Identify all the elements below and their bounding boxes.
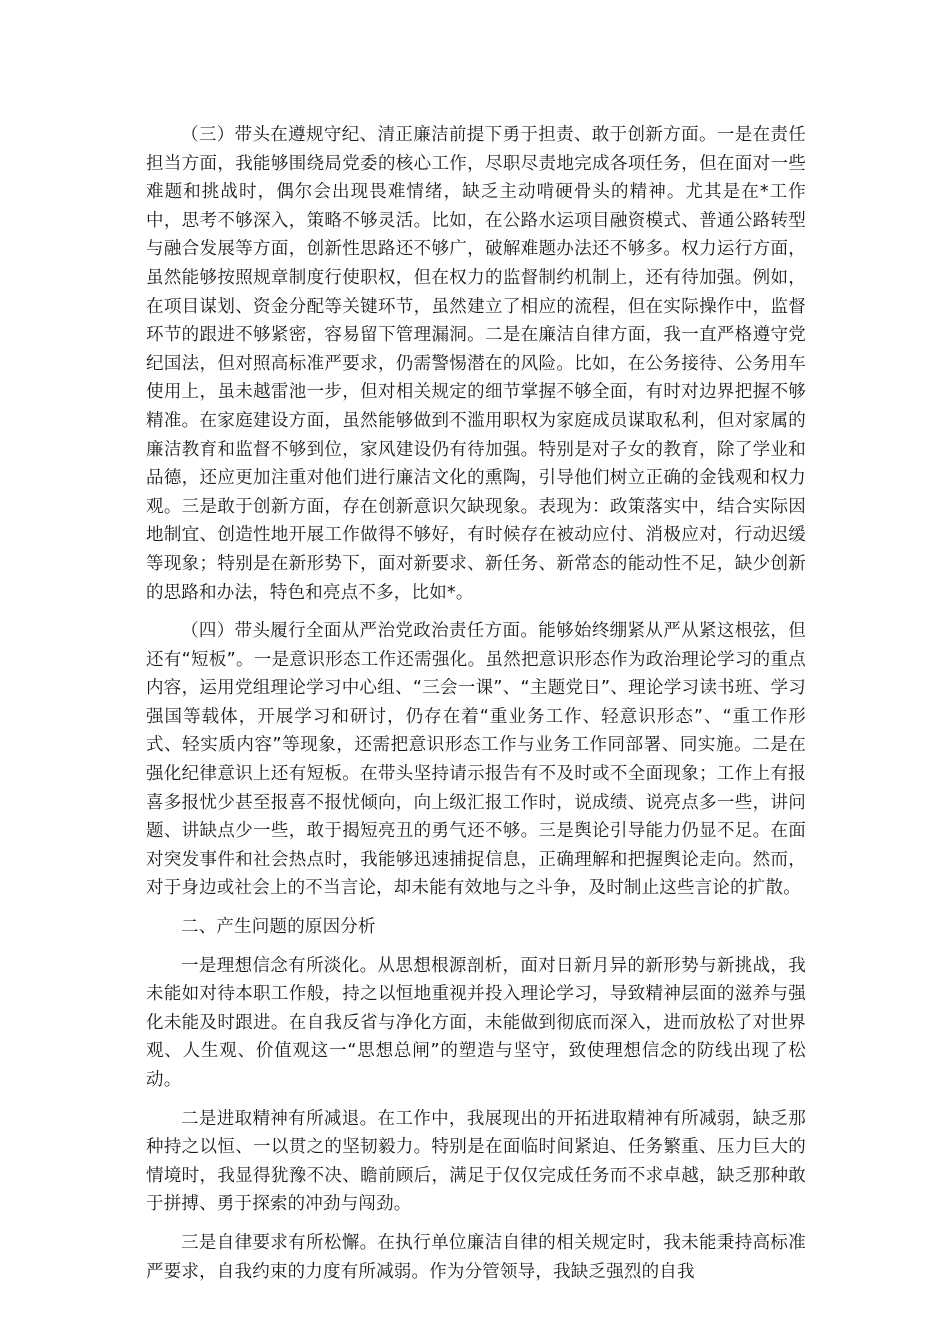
document-page <box>146 121 806 1296</box>
paragraph-section-three: （三）带头在遵规守纪、清正廉洁前提下勇于担责、敢于创新方面。一是在责任担当方面，我能够围绕局党委的核心工作，尽职尽责地完成各项任务，但在面对一些难题和挑战时，偶尔会出现畏难情绪，缺乏主动啃硬骨头的精神。尤其是在*工作中，思考不够深入，策略不够灵活。比如，在公路水运项目融资模式、普通公路转型与融合发展等方面，创新性思路还不够广，破解难题办法还不够多。权力运行方面，虽然能够按照规章制度行使职权，但在权力的监督制约机制上，还有待加强。例如，在项目谋划、资金分配等关键环节，虽然建立了相应的流程，但在实际操作中，监督环节的跟进不够紧密，容易留下管理漏洞。二是在廉洁自律方面，我一直严格遵守党纪国法，但对照高标准严要求，仍需警惕潜在的风险。比如，在公务接待、公务用车使用上，虽未越雷池一步，但对相关规定的细节掌握不够全面，有时对边界把握不够精准。在家庭建设方面，虽然能够做到不滥用职权为家庭成员谋取私利，但对家属的廉洁教育和监督不够到位，家风建设仍有待加强。特别是对子女的教育，除了学业和品德，还应更加注重对他们进行廉洁文化的熏陶，引导他们树立正确的金钱观和权力观。三是敢于创新方面，存在创新意识欠缺现象。表现为：政策落实中，结合实际因地制宜、创造性地开展工作做得不够好，有时候存在被动应付、消极应对，行动迟缓等现象；特别是在新形势下，面对新要求、新任务、新常态的能动性不足，缺少创新的思路和办法，特色和亮点不多，比如*。 <box>146 125 806 603</box>
section-heading-causes: 二、产生问题的原因分析 <box>181 917 376 938</box>
paragraph-cause-three: 三是自律要求有所松懈。在执行单位廉洁自律的相关规定时，我未能秉持高标准严要求，自我约束的力度有所减弱。作为分管领导，我缺乏强烈的自我 <box>146 1232 806 1282</box>
paragraph-section-four: （四）带头履行全面从严治党政治责任方面。能够始终绷紧从严从紧这根弦，但还有“短板”。一是意识形态工作还需强化。虽然把意识形态作为政治理论学习的重点内容，运用党组理论学习中心组、“三会一课”、“主题党日”、理论学习读书班、学习强国等载体，开展学习和研讨，仍存在着“重业务工作、轻意识形态”、“重工作形式、轻实质内容”等现象，还需把意识形态工作与业务工作同部署、同实施。二是在强化纪律意识上还有短板。在带头坚持请示报告有不及时或不全面现象；工作上有报喜多报忧少甚至报喜不报忧倾向，向上级汇报工作时，说成绩、说亮点多一些，讲问题、讲缺点少一些，敢于揭短亮丑的勇气还不够。三是舆论引导能力仍显不足。在面对突发事件和社会热点时，我能够迅速捕捉信息，正确理解和把握舆论走向。然而，对于身边或社会上的不当言论，却未能有效地与之斗争，及时制止这些言论的扩散。 <box>146 621 806 899</box>
paragraph-cause-one: 一是理想信念有所淡化。从思想根源剖析，面对日新月异的新形势与新挑战，我未能如对待本职工作般，持之以恒地重视并投入理论学习，导致精神层面的滋养与强化未能及时跟进。在自我反省与净化方面，未能做到彻底而深入，进而放松了对世界观、人生观、价值观这一“思想总闸”的塑造与坚守，致使理想信念的防线出现了松动。 <box>146 955 806 1090</box>
paragraph-cause-two: 二是进取精神有所减退。在工作中，我展现出的开拓进取精神有所减弱，缺乏那种持之以恒、一以贯之的坚韧毅力。特别是在面临时间紧迫、任务繁重、压力巨大的情境时，我显得犹豫不决、瞻前顾后，满足于仅仅完成任务而不求卓越，缺乏那种敢于拼搏、勇于探索的冲劲与闯劲。 <box>146 1108 806 1215</box>
